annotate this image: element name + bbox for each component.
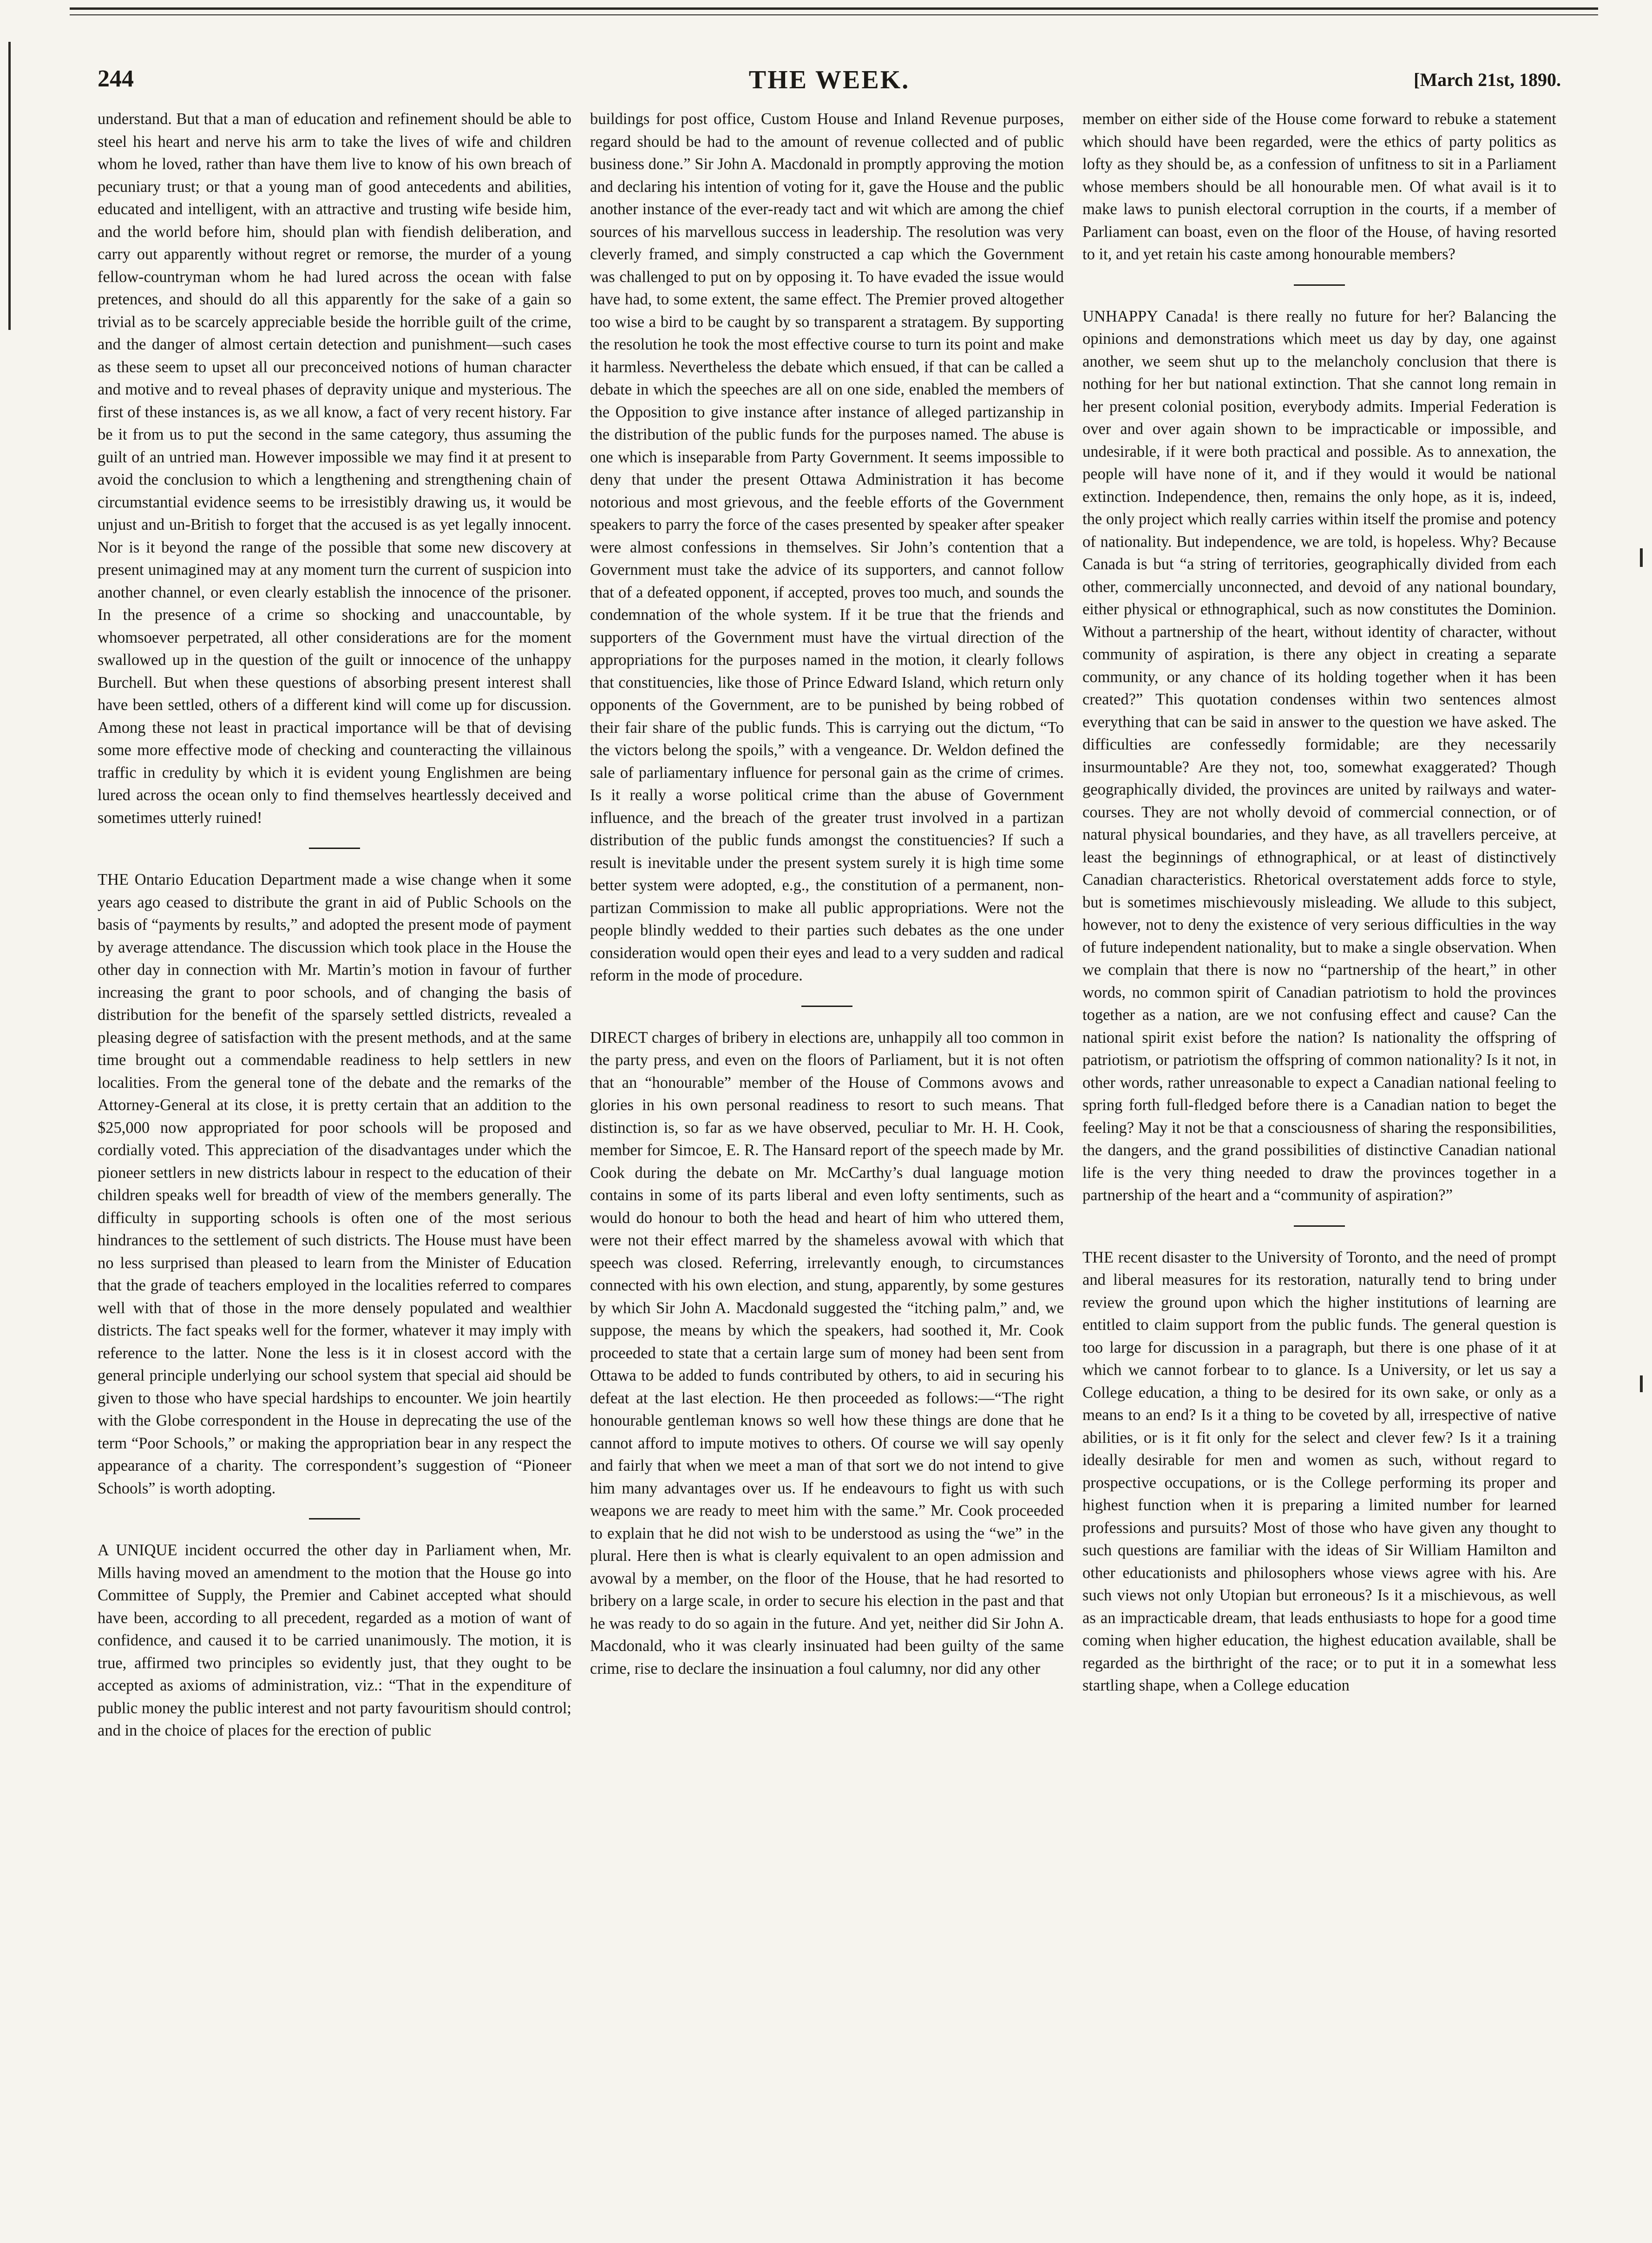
section-divider	[1294, 284, 1345, 286]
paragraph-university-toronto: THE recent disaster to the University of Toronto, and the need of prompt and liberal measures for its restoration, naturally tend to bring under review the ground upon which the higher institutions of learning are entitled to claim support from the public funds. The general question is too large for discussion in a paragraph, but there is one phase of it at which we cannot forbear to to glance. Is a University, or let us say a College education, a thing to be desired for its own sake, or only as a means to an end? Is it a thing to be coveted by all, irrespective of native abilities, or is it fit only for the select and clever few? Is it a training ideally desirable for men and women as such, without regard to prospective occupations, or is the College performing its proper and highest function when it is preparing a limited number for learned professions and pursuits? Most of those who have given any thought to such questions are familiar with the ideas of Sir William Hamilton and other educationists and philosophers whose views agree with his. Are such views not only Utopian but erroneous? Is it a mischievous, as well as an impracticable dream, that leads enthusiasts to hope for a good time coming when higher education, the highest education available, shall be regarded as the birthright of the race; or to put it in a somewhat less startling shape, when a College education	[1082, 1248, 1556, 1694]
right-margin-mark	[1640, 548, 1643, 567]
section-divider	[801, 1006, 852, 1007]
column-1	[98, 108, 571, 2217]
section-divider	[309, 1518, 360, 1519]
paragraph-unique-incident: A UNIQUE incident occurred the other day in Parliament when, Mr. Mills having moved an amendment to the motion that the House go into Committee of Supply, the Premier and Cabinet accepted what should have been, according to all precedent, regarded as a motion of want of confidence, and caused it to be carried unanimously. The motion, it is true, affirmed two principles so evidently just, that they ought to be accepted as axioms of administration, viz.: “That in the expenditure of public money the public interest and not party favouritism should control; and in the choice of places for the erection of public	[98, 1541, 571, 1739]
paragraph-ontario-education: THE Ontario Education Department made a wise change when it some years ago ceased to distribute the grant in aid of Public Schools on the basis of “payments by results,” and adopted the present mode of payment by average attendance. The discussion which took place in the House the other day in connection with Mr. Martin’s motion in favour of further increasing the grant to poor schools, and of changing the basis of distribution for the benefit of the sparsely settled districts, revealed a pleasing degree of satisfaction with the present methods, and at the same time brought out a commendable readiness to help settlers in new localities. From the general tone of the debate and the remarks of the Attorney-General at its close, it is pretty certain that an addition to the $25,000 now appropriated for poor schools will be proposed and cordially voted. This appreciation of the disadvantages under which the pioneer settlers in new districts labour in respect to the education of their children speaks well for breadth of view of the members generally. The difficulty in supporting schools is often one of the most serious hindrances to the settlement of such districts. The House must have been no less surprised than pleased to learn from the Minister of Education that the grade of teachers employed in the localities referred to compares well with that of those in the more densely populated and wealthier districts. The fact speaks well for the former, whatever it may imply with reference to the latter. None the less is it in closest accord with the general principle underlying our school system that special aid should be given to those who have special hardships to encounter. We join heartily with the Globe correspondent in the House in deprecating the use of the term “Poor Schools,” or making the appropriation bear in any respect the appearance of a charity. The correspondent’s suggestion of “Pioneer Schools” is worth adopting.	[98, 871, 571, 1497]
paragraph-unhappy-canada: UNHAPPY Canada! is there really no future for her? Balancing the opinions and demonstrations which meet us day by day, one against another, we seem shut up to the melancholy conclusion that there is nothing for her but national extinction. That she cannot long remain in her present colonial position, everybody admits. Imperial Federation is over and over again shown to be impracticable or impossible, and undesirable, if it were both practical and possible. As to annexation, the people will have none of it, and if they would it would be national extinction. Independence, then, remains the only hope, as it is, indeed, the only project which really carries within itself the promise and potency of nationality. But independence, we are told, is hopeless. Why? Because Canada is but “a string of territories, geographically divided from each other, commercially unconnected, and devoid of any national boundary, either physical or ethnographical, such as now constitutes the Dominion. Without a partnership of the heart, without identity of character, without community of aspiration, is there any object in creating a separate community, or any chance of its holding together when it has been created?” This quotation condenses within two sentences almost everything that can be said in answer to the question we have asked. The difficulties are confessedly formidable; are they necessarily insurmountable? Are they not, too, somewhat exaggerated? Though geographically divided, the provinces are united by railways and water-courses. They are not wholly devoid of commercial connection, or of natural physical boundaries, and they have, as all travellers perceive, at least the beginnings of ethnographical, or at least of distinctively Canadian characteristics. Rhetorical overstatement adds force to style, but is sometimes mischievously misleading. We allude to this subject, however, not to deny the existence of very serious difficulties in the way of future independent nationality, but to make a single observation. When we complain that there is now no “partnership of the heart,” in other words, no common spirit of Canadian patriotism to hold the provinces together as a nation, are we not confusing effect and cause? Can the national spirit exist before the nation? Is nationality the offspring of patriotism, or patriotism the offspring of common nationality? Is it not, in other words, rather unreasonable to expect a Canadian national feeling to spring forth full-fledged before there is a Canadian nation to beget the feeling? May it not be that a consciousness of sharing the responsibilities, the dangers, and the grand possibilities of distinctive Canadian national life is the very thing needed to draw the provinces together in a partnership of the heart and a “community of aspiration?”	[1082, 307, 1556, 1204]
masthead-title: THE WEEK.	[748, 66, 910, 94]
column-2	[590, 108, 1064, 2217]
page-header	[98, 65, 1561, 98]
paragraph-burchell-case: understand. But that a man of education and refinement should be able to steel his heart and nerve his arm to take the lives of wife and children whom he loved, rather than have them live to know of his own breach of pecuniary trust; or that a young man of good antecedents and abilities, educated and intelligent, with an attractive and trusting wife beside him, and the world before him, should plan with fiendish deliberation, and carry out apparently without regret or remorse, the murder of a young fellow-countryman whom he had lured across the ocean with false pretences, and should do all this apparently for the sake of a gain so trivial as to be scarcely appreciable beside the horrible guilt of the crime, and the danger of almost certain detection and punishment—such cases as these seem to upset all our preconceived notions of human character and motive and to reveal phases of depravity unique and mysterious. The first of these instances is, as we all know, a fact of very recent history. Far be it from us to put the second in the same category, thus assuming the guilt of an untried man. However impossible we may find it at present to avoid the conclusion to which a lengthening and strengthening chain of circumstantial evidence seems to be irresistibly drawing us, it would be unjust and un-British to forget that the accused is as yet legally innocent. Nor is it beyond the range of the possible that some new discovery at present unimagined may at any moment turn the current of suspicion into another channel, or even clearly establish the innocence of the prisoner. In the presence of a crime so shocking and unaccountable, by whomsoever perpetrated, all other considerations are for the moment swallowed up in the question of the guilt or innocence of the unhappy Burchell. But when these questions of absorbing present interest shall have been settled, others of a different kind will come up for discussion. Among these not least in practical importance will be that of devising some more effective mode of checking and counteracting the villainous traffic in credulity by which it is evident young Englishmen are being lured across the ocean only to find themselves heartlessly deceived and sometimes utterly ruined!	[98, 110, 571, 827]
paragraph-honourable-members: member on either side of the House come forward to rebuke a statement which should have been regarded, were the ethics of party politics as lofty as they should be, as a confession of unfitness to sit in a Parliament whose members should be all honourable men. Of what avail is it to make laws to punish electoral corruption in the courts, if a member of Parliament can boast, even on the floor of the House, of having resorted to it, and yet retain his caste among honourable members?	[1082, 110, 1556, 263]
section-divider	[309, 848, 360, 849]
page-number: 244	[98, 66, 134, 92]
right-margin-mark-lower	[1640, 1375, 1643, 1392]
paragraph-bribery-charges: DIRECT charges of bribery in elections are, unhappily all too common in the party press, and even on the floors of Parliament, but it is not often that an “honourable” member of the House of Commons avows and glories in his own personal readiness to resort to such means. That distinction is, so far as we have observed, peculiar to Mr. H. H. Cook, member for Simcoe, E. R. The Hansard report of the speech made by Mr. Cook during the debate on Mr. McCarthy’s dual language motion contains in some of its parts liberal and even lofty sentiments, such as would do honour to both the head and heart of him who uttered them, were not their effect marred by the shameless avowal with which that speech was closed. Referring, irrelevantly enough, to circumstances connected with his own election, and stung, apparently, by some gestures by which Sir John A. Macdonald suggested the “itching palm,” and, we suppose, the means by which the speakers, had soothed it, Mr. Cook proceeded to state that a certain large sum of money had been sent from Ottawa to be added to funds contributed by others, to aid in securing his defeat at the last election. He then proceeded as follows:—“The right honourable gentleman knows so well how these things are done that he cannot afford to impute motives to others. Of course we will say openly and fairly that when we meet a man of that sort we do not intend to give him many advantages over us. If he endeavours to fight us with such weapons we are ready to meet him with the same.” Mr. Cook proceeded to explain that he did not wish to be understood as using the “we” in the plural. Here then is what is clearly equivalent to an open admission and avowal by a member, on the floor of the House, that he had resorted to bribery on a large scale, in order to secure his election in the past and that he was ready to do so again in the future. And yet, neither did Sir John A. Macdonald, who it was clearly insinuated had been guilty of the same crime, rise to declare the insinuation a foul calumny, nor did any other	[590, 1028, 1064, 1677]
paragraph-public-buildings: buildings for post office, Custom House and Inland Revenue purposes, regard should be had to the amount of revenue collected and of public business done.” Sir John A. Macdonald in promptly approving the motion and declaring his intention of voting for it, gave the House and the public another instance of the ever-ready tact and wit which are among the chief sources of his marvellous success in leadership. The resolution was very cleverly framed, and simply constructed a cap which the Government was challenged to put on by opposing it. To have evaded the issue would have had, to some extent, the same effect. The Premier proved altogether too wise a bird to be caught by so transparent a stratagem. By supporting the resolution he took the most effective course to turn its point and make it harmless. Nevertheless the debate which ensued, if that can be called a debate in which the speeches are all on one side, enabled the members of the Opposition to give instance after instance of alleged partizanship in the distribution of the public funds for the purposes named. The abuse is one which is inseparable from Party Government. It seems impossible to deny that under the present Ottawa Administration it has become notorious and most grievous, and the feeble efforts of the Government speakers to parry the force of the cases presented by speaker after speaker were almost confessions in themselves. Sir John’s contention that a Government must take the advice of its supporters, and cannot follow that of a defeated opponent, if accepted, proves too much, and sounds the condemnation of the whole system. If it be true that the friends and supporters of the Government must have the virtual direction of the appropriations for the purposes named in the motion, it clearly follows that constituencies, like those of Prince Edward Island, which return only opponents of the Government, are to be punished by being robbed of their fair share of the public funds. This is carrying out the dictum, “To the victors belong the spoils,” with a vengeance. Dr. Weldon defined the sale of parliamentary influence for personal gain as the crime of crimes. Is it really a worse political crime than the abuse of Government influence, and the breach of the greater trust involved in a partizan distribution of the public funds amongst the constituencies? If such a result is inevitable under the present system surely it is high time some better system were adopted, e.g., the constitution of a permanent, non-partizan Commission to make all public appropriations. Were not the people blindly wedded to their parties such debates as the one under consideration would open their eyes and lead to a very sudden and radical reform in the mode of procedure.	[590, 110, 1064, 984]
left-margin-mark	[8, 42, 11, 330]
issue-date: [March 21st, 1890.	[1414, 69, 1561, 90]
top-border-rule	[70, 7, 1598, 15]
section-divider	[1294, 1225, 1345, 1227]
column-3	[1082, 108, 1556, 2217]
